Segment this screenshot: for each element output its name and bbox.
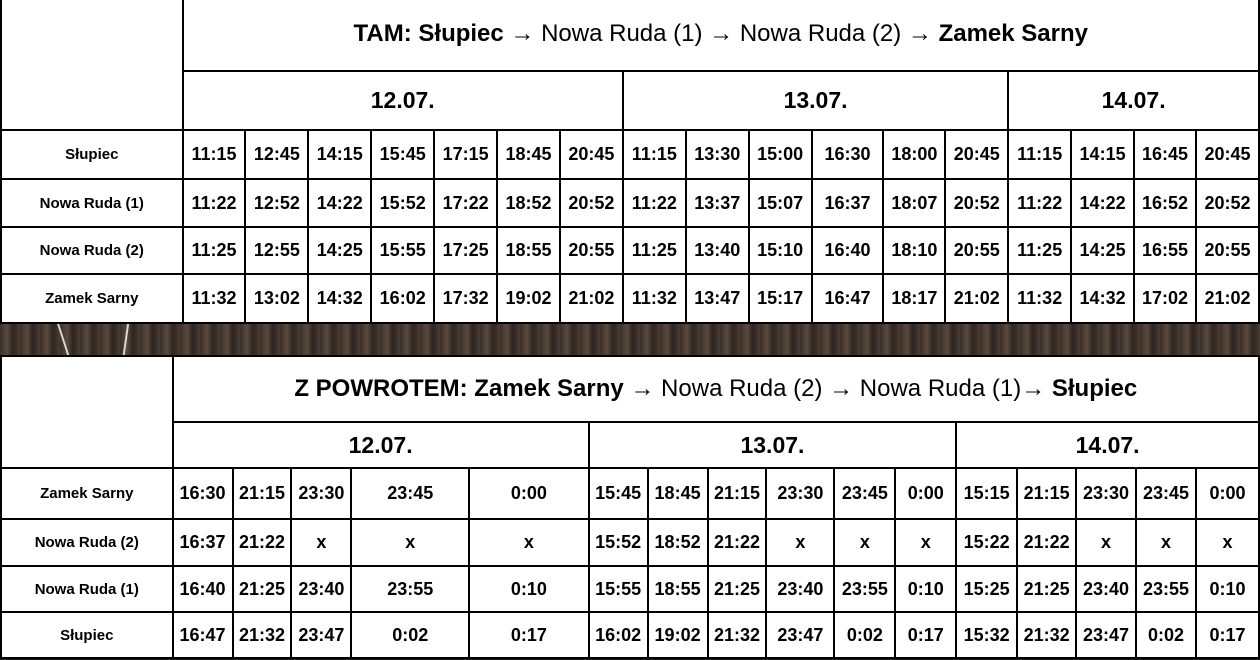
departure-time: 14:22	[308, 179, 371, 227]
departure-time: 20:45	[560, 130, 623, 179]
departure-time: 15:15	[956, 468, 1017, 519]
departure-time: 18:45	[648, 468, 708, 519]
departure-time: 18:52	[497, 179, 560, 227]
departure-time: 16:02	[371, 274, 434, 323]
departure-time: 15:45	[589, 468, 648, 519]
departure-time: 18:00	[883, 130, 945, 179]
departure-time: 23:55	[834, 566, 895, 612]
departure-time: 20:52	[945, 179, 1008, 227]
timetable-row	[1, 274, 1259, 323]
departure-time: 23:55	[1136, 566, 1196, 612]
departure-time: 12:52	[245, 179, 308, 227]
departure-time: 12:45	[245, 130, 308, 179]
departure-time: 11:22	[1008, 179, 1071, 227]
departure-time: 21:32	[1017, 612, 1076, 658]
departure-time: 11:15	[1008, 130, 1071, 179]
stop-name: Nowa Ruda (1)	[1, 566, 173, 612]
timetable-row	[1, 566, 1259, 612]
departure-time: 15:55	[371, 227, 434, 274]
return-title: Z POWROTEM: Zamek Sarny → Nowa Ruda (2) → Nowa Ruda (1)→ Słupiec	[173, 356, 1259, 422]
decorative-line	[56, 320, 70, 358]
departure-time: 15:10	[749, 227, 812, 274]
timetable-row	[1, 130, 1259, 179]
stop-name: Nowa Ruda (2)	[1, 227, 183, 274]
departure-time: 23:47	[766, 612, 834, 658]
departure-time: 11:25	[183, 227, 246, 274]
departure-time: 15:52	[589, 519, 648, 566]
departure-time: 11:32	[1008, 274, 1071, 323]
departure-time: 13:02	[245, 274, 308, 323]
departure-time: 18:55	[497, 227, 560, 274]
departure-time: 21:25	[1017, 566, 1076, 612]
departure-time: 0:02	[351, 612, 469, 658]
departure-time: 0:17	[1196, 612, 1259, 658]
departure-time: 16:52	[1134, 179, 1196, 227]
departure-time: 23:40	[1076, 566, 1136, 612]
departure-time: 18:45	[497, 130, 560, 179]
timetable-row	[1, 179, 1259, 227]
departure-time: 23:40	[291, 566, 351, 612]
timetable-row	[1, 612, 1259, 658]
background-photo-strip	[0, 320, 1260, 358]
departure-time: 14:15	[308, 130, 371, 179]
stop-name: Słupiec	[1, 130, 183, 179]
departure-time: 16:30	[173, 468, 233, 519]
departure-time: 21:02	[560, 274, 623, 323]
departure-time: 23:47	[1076, 612, 1136, 658]
departure-time: 13:37	[686, 179, 749, 227]
departure-time: 17:22	[434, 179, 497, 227]
departure-time: 14:32	[1071, 274, 1134, 323]
departure-time: x	[291, 519, 351, 566]
departure-time: 15:45	[371, 130, 434, 179]
departure-time: x	[1196, 519, 1259, 566]
departure-time: 11:32	[183, 274, 246, 323]
date-header: 14.07.	[956, 422, 1259, 468]
departure-time: 23:30	[1076, 468, 1136, 519]
departure-time: 15:52	[371, 179, 434, 227]
departure-time: 20:55	[945, 227, 1008, 274]
departure-time: 14:22	[1071, 179, 1134, 227]
departure-time: 16:40	[173, 566, 233, 612]
departure-time: 0:00	[895, 468, 956, 519]
decorative-line	[122, 320, 129, 358]
departure-time: x	[766, 519, 834, 566]
departure-time: 0:10	[895, 566, 956, 612]
departure-time: 21:15	[1017, 468, 1076, 519]
stop-name: Zamek Sarny	[1, 468, 173, 519]
date-header: 12.07.	[183, 71, 623, 130]
departure-time: 13:40	[686, 227, 749, 274]
departure-time: 0:02	[1136, 612, 1196, 658]
departure-time: 21:15	[708, 468, 767, 519]
departure-time: x	[351, 519, 469, 566]
corner-cell	[1, 356, 173, 468]
departure-time: x	[895, 519, 956, 566]
departure-time: 11:22	[183, 179, 246, 227]
departure-time: x	[1076, 519, 1136, 566]
date-header: 12.07.	[173, 422, 589, 468]
departure-time: 16:30	[812, 130, 884, 179]
departure-time: 20:45	[1196, 130, 1259, 179]
departure-time: 12:55	[245, 227, 308, 274]
departure-time: 23:45	[834, 468, 895, 519]
departure-time: 16:40	[812, 227, 884, 274]
departure-time: 19:02	[648, 612, 708, 658]
departure-time: 23:40	[766, 566, 834, 612]
departure-time: 19:02	[497, 274, 560, 323]
departure-time: 11:22	[623, 179, 686, 227]
departure-time: 18:17	[883, 274, 945, 323]
departure-time: 15:07	[749, 179, 812, 227]
departure-time: 17:15	[434, 130, 497, 179]
departure-time: 17:32	[434, 274, 497, 323]
stop-name: Słupiec	[1, 612, 173, 658]
departure-time: 21:02	[1196, 274, 1259, 323]
departure-time: 23:45	[351, 468, 469, 519]
departure-time: 16:37	[173, 519, 233, 566]
departure-time: x	[469, 519, 589, 566]
departure-time: x	[834, 519, 895, 566]
departure-time: 16:47	[173, 612, 233, 658]
departure-time: 17:02	[1134, 274, 1196, 323]
departure-time: 11:15	[183, 130, 246, 179]
departure-time: 15:22	[956, 519, 1017, 566]
departure-time: 0:10	[469, 566, 589, 612]
departure-time: 16:45	[1134, 130, 1196, 179]
departure-time: 0:17	[469, 612, 589, 658]
departure-time: 23:30	[291, 468, 351, 519]
departure-time: 0:02	[834, 612, 895, 658]
departure-time: 18:07	[883, 179, 945, 227]
departure-time: 0:00	[1196, 468, 1259, 519]
departure-time: 21:22	[708, 519, 767, 566]
departure-time: 15:17	[749, 274, 812, 323]
departure-time: 11:32	[623, 274, 686, 323]
departure-time: 21:22	[233, 519, 292, 566]
date-header: 13.07.	[623, 71, 1008, 130]
departure-time: 16:47	[812, 274, 884, 323]
departure-time: 18:10	[883, 227, 945, 274]
departure-time: 20:52	[1196, 179, 1259, 227]
departure-time: 21:15	[233, 468, 292, 519]
departure-time: 11:15	[623, 130, 686, 179]
departure-time: 21:02	[945, 274, 1008, 323]
departure-time: 11:25	[1008, 227, 1071, 274]
departure-time: 23:30	[766, 468, 834, 519]
outbound-title: TAM: Słupiec → Nowa Ruda (1) → Nowa Ruda (2) → Zamek Sarny	[183, 0, 1259, 71]
date-header: 14.07.	[1008, 71, 1259, 130]
departure-time: 16:37	[812, 179, 884, 227]
departure-time: 18:55	[648, 566, 708, 612]
corner-cell	[1, 0, 183, 130]
departure-time: 14:32	[308, 274, 371, 323]
departure-time: 0:00	[469, 468, 589, 519]
departure-time: 16:55	[1134, 227, 1196, 274]
departure-time: 20:52	[560, 179, 623, 227]
outbound-timetable	[0, 0, 1260, 324]
departure-time: 20:55	[1196, 227, 1259, 274]
timetable-row	[1, 227, 1259, 274]
departure-time: 14:15	[1071, 130, 1134, 179]
departure-time: 21:32	[233, 612, 292, 658]
departure-time: 21:25	[708, 566, 767, 612]
departure-time: 14:25	[308, 227, 371, 274]
departure-time: 14:25	[1071, 227, 1134, 274]
timetable-row	[1, 468, 1259, 519]
departure-time: 23:47	[291, 612, 351, 658]
departure-time: 21:22	[1017, 519, 1076, 566]
stop-name: Zamek Sarny	[1, 274, 183, 323]
departure-time: 21:32	[708, 612, 767, 658]
departure-time: 17:25	[434, 227, 497, 274]
departure-time: 0:10	[1196, 566, 1259, 612]
departure-time: x	[1136, 519, 1196, 566]
departure-time: 18:52	[648, 519, 708, 566]
departure-time: 13:47	[686, 274, 749, 323]
stop-name: Nowa Ruda (2)	[1, 519, 173, 566]
departure-time: 15:25	[956, 566, 1017, 612]
departure-time: 0:17	[895, 612, 956, 658]
departure-time: 11:25	[623, 227, 686, 274]
departure-time: 20:55	[560, 227, 623, 274]
date-header: 13.07.	[589, 422, 957, 468]
departure-time: 23:55	[351, 566, 469, 612]
departure-time: 21:25	[233, 566, 292, 612]
stop-name: Nowa Ruda (1)	[1, 179, 183, 227]
departure-time: 15:00	[749, 130, 812, 179]
departure-time: 20:45	[945, 130, 1008, 179]
departure-time: 23:45	[1136, 468, 1196, 519]
departure-time: 15:32	[956, 612, 1017, 658]
departure-time: 13:30	[686, 130, 749, 179]
timetable-row	[1, 519, 1259, 566]
return-timetable	[0, 355, 1260, 659]
departure-time: 16:02	[589, 612, 648, 658]
departure-time: 15:55	[589, 566, 648, 612]
